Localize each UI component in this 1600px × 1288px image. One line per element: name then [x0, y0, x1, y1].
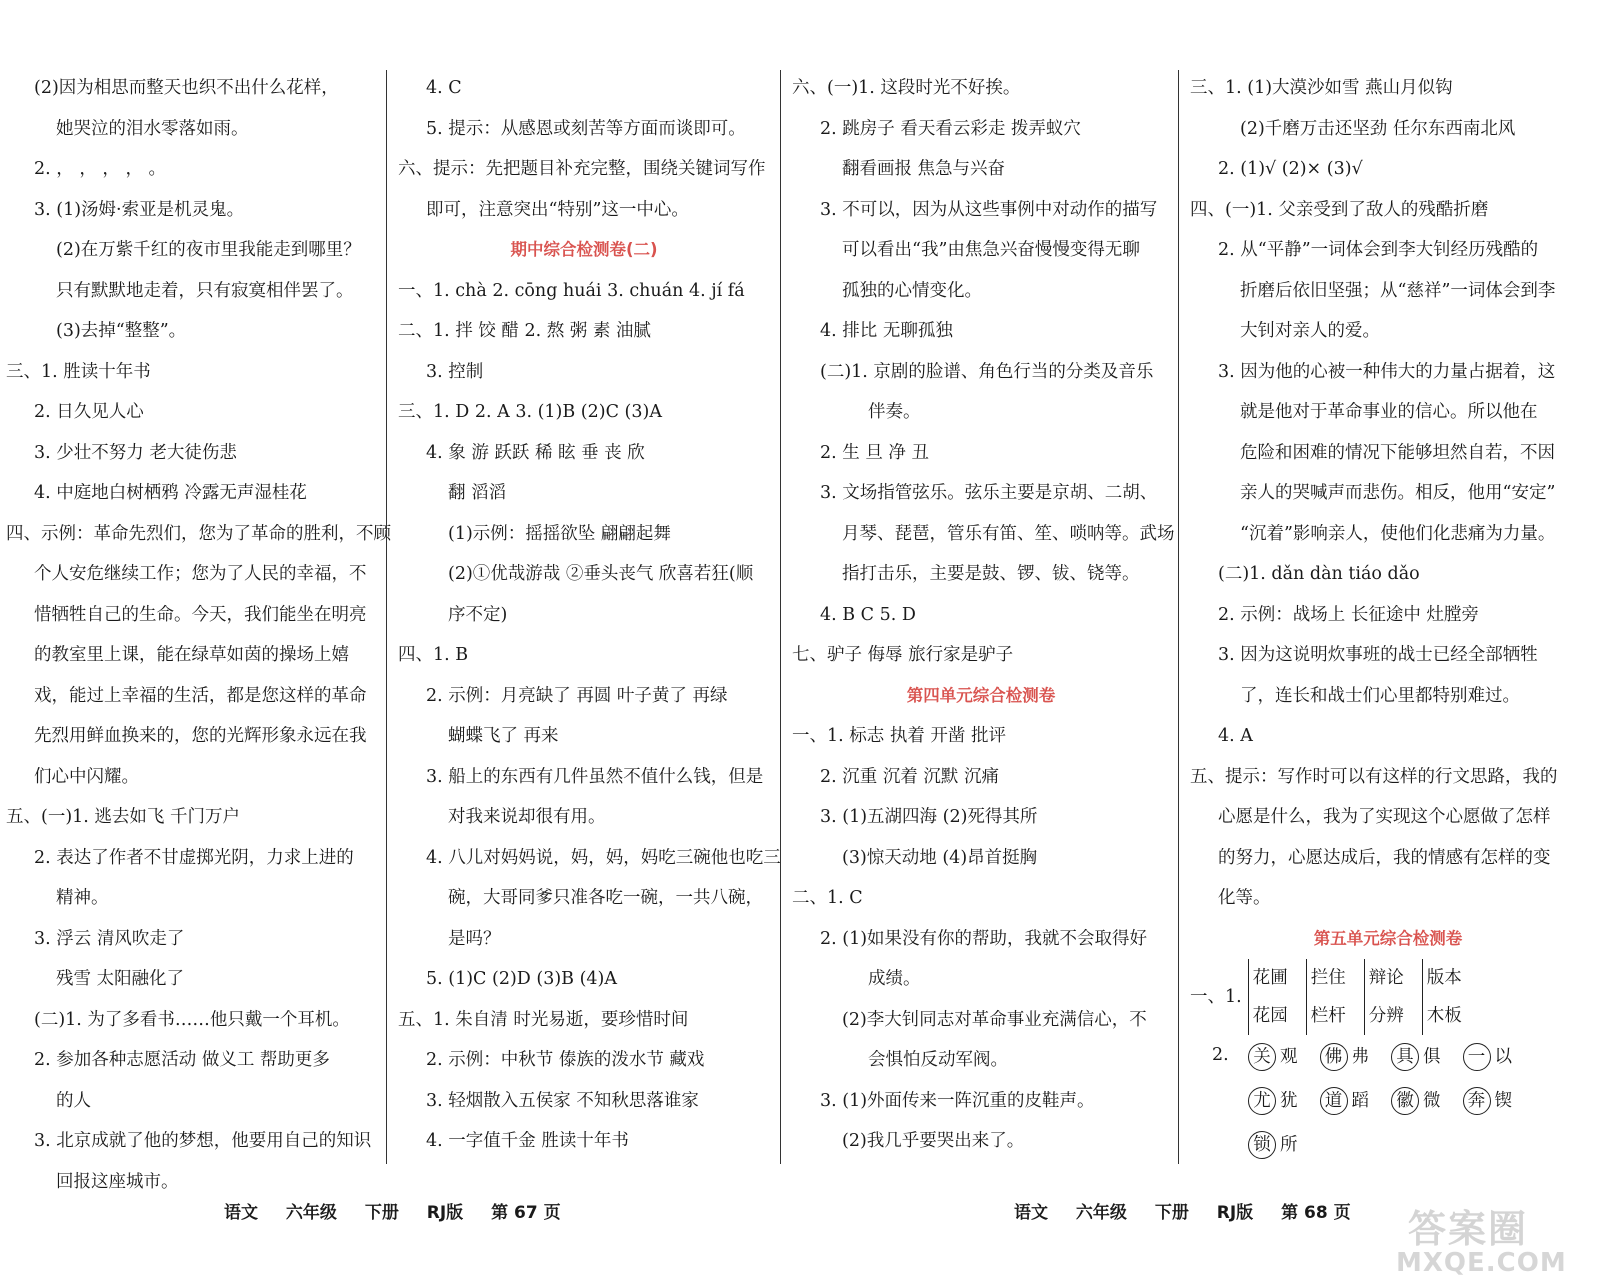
answer-line: 个人安危继续工作；您为了人民的幸福，不 [34, 564, 367, 584]
answer-line: 会惧怕反动军阀。 [868, 1050, 1008, 1070]
word-pair [1306, 959, 1346, 1035]
footer-right: 语文 六年级 下册 RJ版 第 68 页 [1014, 1203, 1351, 1223]
paired-char: 犹 [1280, 1091, 1298, 1111]
answer-line: 翻 滔滔 [448, 483, 507, 503]
word-pair-item: 花圃 [1252, 968, 1288, 988]
answer-line: 六、提示：先把题目补充完整，围绕关键词写作 [398, 159, 766, 179]
answer-line: 们心中闪耀。 [34, 766, 139, 787]
column-divider-2 [780, 70, 781, 1164]
answer-line: 成绩。 [868, 969, 921, 989]
answer-line: (3)惊天动地 (4)昂首挺胸 [842, 847, 1038, 868]
answer-line: 是吗？ [448, 928, 501, 949]
answer-line: (3)去掉“整整”。 [56, 321, 187, 341]
answer-line: 3. 因为他的心被一种伟大的力量占据着，这 [1218, 361, 1556, 382]
circled-pair [1248, 1091, 1298, 1111]
answer-line: (1)示例：摇摇欲坠 翩翩起舞 [448, 523, 671, 544]
answer-line: 翻看画报 焦急与兴奋 [842, 159, 1006, 179]
answer-line: 3. 北京成就了他的梦想，他要用自己的知识 [34, 1131, 372, 1151]
answer-line: 一、1. chà 2. cōng huái 3. chuán 4. jí fá [398, 280, 745, 301]
circled-char: 锁 [1248, 1131, 1276, 1159]
paired-char: 以 [1494, 1047, 1512, 1067]
answer-line: 5. 提示：从感恩或刻苦等方面而谈即可。 [426, 118, 746, 139]
answer-line: (二)1. 为了多看书……他只戴一个耳机。 [34, 1009, 350, 1030]
answer-line: 2. 示例：月亮缺了 再圆 叶子黄了 再绿 [426, 685, 728, 706]
column-4 [1190, 68, 1586, 1168]
answer-line: 2. 从“平静”一词体会到李大钊经历残酷的 [1218, 240, 1539, 260]
answer-line: 3. 船上的东西有几件虽然不值什么钱，但是 [426, 766, 764, 787]
circled-char: 徽 [1391, 1087, 1419, 1115]
answer-line: 二、1. C [792, 888, 863, 908]
circled-label: 2. [1212, 1045, 1229, 1065]
answer-line: (2)①优哉游哉 ②垂头丧气 欣喜若狂(顺 [448, 564, 754, 584]
answer-line: 回报这座城市。 [56, 1171, 179, 1192]
circled-pair [1320, 1047, 1370, 1067]
circled-char: 一 [1463, 1043, 1491, 1071]
paired-char: 弗 [1351, 1047, 1369, 1067]
answer-line: 大钊对亲人的爱。 [1240, 321, 1380, 341]
answer-line: 4. 一字值千金 胜读十年书 [426, 1131, 629, 1151]
word-pair [1364, 959, 1404, 1035]
answer-line: 3. 浮云 清风吹走了 [34, 928, 185, 949]
answer-line: 3. (1)外面传来一阵沉重的皮鞋声。 [820, 1090, 1095, 1111]
column-divider-3 [1178, 70, 1179, 1164]
section-heading: 第五单元综合检测卷 [1313, 928, 1463, 948]
circled-pair [1248, 1135, 1298, 1155]
answer-line: 4. 中庭地白树栖鸦 冷露无声湿桂花 [34, 483, 307, 503]
word-pair-item: 辩论 [1368, 968, 1404, 988]
word-pair-item: 拦住 [1310, 968, 1346, 988]
answer-line: 的人 [56, 1090, 91, 1111]
answer-line: 五、提示：写作时可以有这样的行文思路，我的 [1190, 766, 1558, 787]
answer-line: 戏，能过上幸福的生活，都是您这样的革命 [34, 685, 367, 706]
answer-line: 2. 示例：中秋节 傣族的泼水节 藏戏 [426, 1050, 705, 1070]
answer-line: (2)在万紫千红的夜市里我能走到哪里？ [56, 240, 361, 260]
answer-line: 序不定) [448, 604, 508, 625]
answer-line: 孤独的心情变化。 [842, 280, 982, 301]
column-1 [6, 68, 391, 1192]
answer-line: 可以看出“我”由焦急兴奋慢慢变得无聊 [842, 240, 1140, 260]
answer-line: 四、示例：革命先烈们，您为了革命的胜利，不顾 [6, 523, 391, 544]
answer-line: 七、驴子 侮辱 旅行家是驴子 [792, 645, 1014, 665]
answer-line: 只有默默地走着，只有寂寞相伴罢了。 [56, 280, 354, 301]
answer-line: 五、1. 朱自清 时光易逝，要珍惜时间 [398, 1009, 689, 1030]
answer-line: 3. 文场指管弦乐。弦乐主要是京胡、二胡、 [820, 483, 1158, 503]
word-pairs [1190, 959, 1586, 1035]
answer-line: 4. 八儿对妈妈说，妈，妈，妈吃三碗他也吃三 [426, 847, 781, 868]
footer-left: 语文 六年级 下册 RJ版 第 67 页 [224, 1203, 561, 1223]
circled-char: 尤 [1248, 1087, 1276, 1115]
circled-pair [1320, 1091, 1370, 1111]
answer-line: 亲人的哭喊声而悲伤。相反，他用“安定” [1240, 483, 1556, 503]
watermark-logo: 答案圈 [1408, 1207, 1529, 1251]
circled-char: 佛 [1320, 1043, 1348, 1071]
paired-char: 蹈 [1351, 1091, 1369, 1111]
answer-line: 2. 表达了作者不甘虚掷光阴，力求上进的 [34, 847, 354, 868]
answer-line: 她哭泣的泪水零落如雨。 [56, 118, 249, 139]
section-heading: 期中综合检测卷(二) [510, 240, 658, 259]
answer-line: 了，连长和战士们心里都特别难过。 [1240, 685, 1520, 706]
answer-line: 4. B C 5. D [820, 604, 916, 625]
answer-line: 折磨后依旧坚强；从“慈祥”一词体会到李 [1240, 280, 1556, 301]
answer-line: 3. 轻烟散入五侯家 不知秋思落谁家 [426, 1090, 699, 1111]
circled-chars [1190, 1035, 1586, 1167]
word-pair-item: 木板 [1426, 1006, 1462, 1026]
answer-line: 二、1. 拌 饺 醋 2. 熬 粥 素 油腻 [398, 321, 651, 341]
answer-line: 月琴、琵琶，管乐有笛、笙、唢呐等。武场 [842, 523, 1175, 544]
word-pair-item: 花园 [1252, 1006, 1288, 1026]
answer-line: (二)1. dǎn dàn tiáo dǎo [1218, 564, 1420, 584]
answer-line: 2. 示例：战场上 长征途中 灶膛旁 [1218, 604, 1479, 625]
answer-line: 2. 生 旦 净 丑 [820, 442, 929, 463]
answer-line: 对我来说却很有用。 [448, 807, 606, 827]
answer-line: 即可，注意突出“特别”这一中心。 [426, 199, 689, 220]
circled-row [1212, 1035, 1586, 1079]
answer-line: 危险和困难的情况下能够坦然自若，不因 [1240, 442, 1555, 463]
answer-line: 5. (1)C (2)D (3)B (4)A [426, 969, 618, 989]
answer-line: (2)李大钊同志对革命事业充满信心，不 [842, 1009, 1147, 1030]
answer-line: 一、1. 标志 执着 开凿 批评 [792, 726, 1006, 746]
circled-pair [1391, 1047, 1441, 1067]
answer-line: 2. 跳房子 看天看云彩走 拨弄蚁穴 [820, 118, 1081, 139]
circled-pair [1463, 1047, 1513, 1067]
answer-line: (2)千磨万击还坚劲 任尔东西南北风 [1240, 118, 1516, 139]
circled-row [1212, 1123, 1586, 1167]
answer-line: 蝴蝶飞了 再来 [448, 726, 559, 746]
circled-pair [1463, 1091, 1513, 1111]
paired-char: 观 [1280, 1047, 1298, 1067]
answer-line: 4. C [426, 78, 462, 98]
word-pair-item: 分辨 [1368, 1006, 1404, 1026]
paired-char: 微 [1423, 1091, 1441, 1111]
answer-line: 3. (1)五湖四海 (2)死得其所 [820, 807, 1038, 827]
answer-line: 五、(一)1. 逃去如飞 千门万户 [6, 807, 240, 827]
answer-line: 的教室里上课，能在绿草如茵的操场上嬉 [34, 645, 349, 665]
section-heading: 第四单元综合检测卷 [906, 685, 1056, 705]
paired-char: 俱 [1423, 1047, 1441, 1067]
answer-line: 2. (1)√ (2)× (3)√ [1218, 159, 1363, 179]
answer-line: 六、(一)1. 这段时光不好挨。 [792, 78, 1021, 98]
circled-char: 具 [1391, 1043, 1419, 1071]
circled-char: 关 [1248, 1043, 1276, 1071]
answer-line: 3. 控制 [426, 361, 484, 382]
answer-line: 2. ， ， ， ， 。 [34, 159, 167, 179]
circled-char: 道 [1320, 1087, 1348, 1115]
word-pairs-label: 一、1. [1190, 987, 1242, 1007]
word-pair [1422, 959, 1462, 1035]
answer-line: 三、1. (1)大漠沙如雪 燕山月似钩 [1190, 78, 1453, 98]
word-pair-item: 栏杆 [1310, 1006, 1346, 1026]
answer-line: 四、(一)1. 父亲受到了敌人的残酷折磨 [1190, 199, 1489, 220]
answer-line: 伴奏。 [868, 402, 921, 422]
answer-line: 碗，大哥同爹只准各吃一碗，一共八碗， [448, 888, 763, 908]
answer-line: 惜牺牲自己的生命。今天，我们能坐在明亮 [34, 604, 367, 625]
circled-pair [1248, 1047, 1298, 1067]
answer-line: (二)1. 京剧的脸谱、角色行当的分类及音乐 [820, 361, 1154, 382]
answer-line: 心愿是什么，我为了实现这个心愿做了怎样 [1218, 807, 1551, 827]
column-divider-1 [386, 70, 387, 1164]
answer-line: 3. (1)汤姆·索亚是机灵鬼。 [34, 199, 245, 220]
answer-line: 2. 参加各种志愿活动 做义工 帮助更多 [34, 1050, 330, 1070]
word-pair [1248, 959, 1288, 1035]
answer-line: 3. 因为这说明炊事班的战士已经全部牺牲 [1218, 645, 1538, 665]
column-2 [398, 68, 781, 1168]
paired-char: 所 [1280, 1135, 1298, 1155]
answer-line: 四、1. B [398, 645, 469, 665]
answer-line: 的努力，心愿达成后，我的情感有怎样的变 [1218, 847, 1551, 868]
circled-row [1212, 1079, 1586, 1123]
answer-line: 2. 日久见人心 [34, 402, 144, 422]
answer-line: 3. 不可以，因为从这些事例中对动作的描写 [820, 199, 1158, 220]
answer-line: 3. 少壮不努力 老大徒伤悲 [34, 442, 237, 463]
answer-line: 2. (1)如果没有你的帮助，我就不会取得好 [820, 928, 1148, 949]
answer-line: (2)我几乎要哭出来了。 [842, 1131, 1025, 1151]
answer-line: 三、1. D 2. A 3. (1)B (2)C (3)A [398, 402, 662, 422]
answer-line: 精神。 [56, 888, 109, 908]
answer-line: 指打击乐，主要是鼓、锣、钹、铙等。 [842, 564, 1140, 584]
answer-line: 4. 排比 无聊孤独 [820, 321, 953, 341]
answer-line: 4. 象 游 跃跃 稀 眩 垂 丧 欣 [426, 442, 645, 463]
answer-line: 先烈用鲜血换来的，您的光辉形象永远在我 [34, 726, 367, 746]
answer-line: 4. A [1218, 726, 1253, 746]
answer-line: 三、1. 胜读十年书 [6, 361, 151, 382]
paired-char: 锲 [1494, 1091, 1512, 1111]
watermark [1396, 1198, 1586, 1280]
circled-pair [1391, 1091, 1441, 1111]
answer-line: 化等。 [1218, 888, 1271, 908]
answer-line: 就是他对于革命事业的信心。所以他在 [1240, 402, 1538, 422]
answer-line: (2)因为相思而整天也织不出什么花样， [34, 78, 339, 98]
answer-line: 残雪 太阳融化了 [56, 969, 185, 989]
circled-char: 奔 [1463, 1087, 1491, 1115]
column-3 [792, 68, 1175, 1168]
answer-line: “沉着”影响亲人，使他们化悲痛为力量。 [1240, 523, 1556, 544]
word-pair-item: 版本 [1426, 968, 1462, 988]
watermark-url: MXQE.COM [1396, 1248, 1567, 1278]
answer-line: 2. 沉重 沉着 沉默 沉痛 [820, 766, 999, 787]
